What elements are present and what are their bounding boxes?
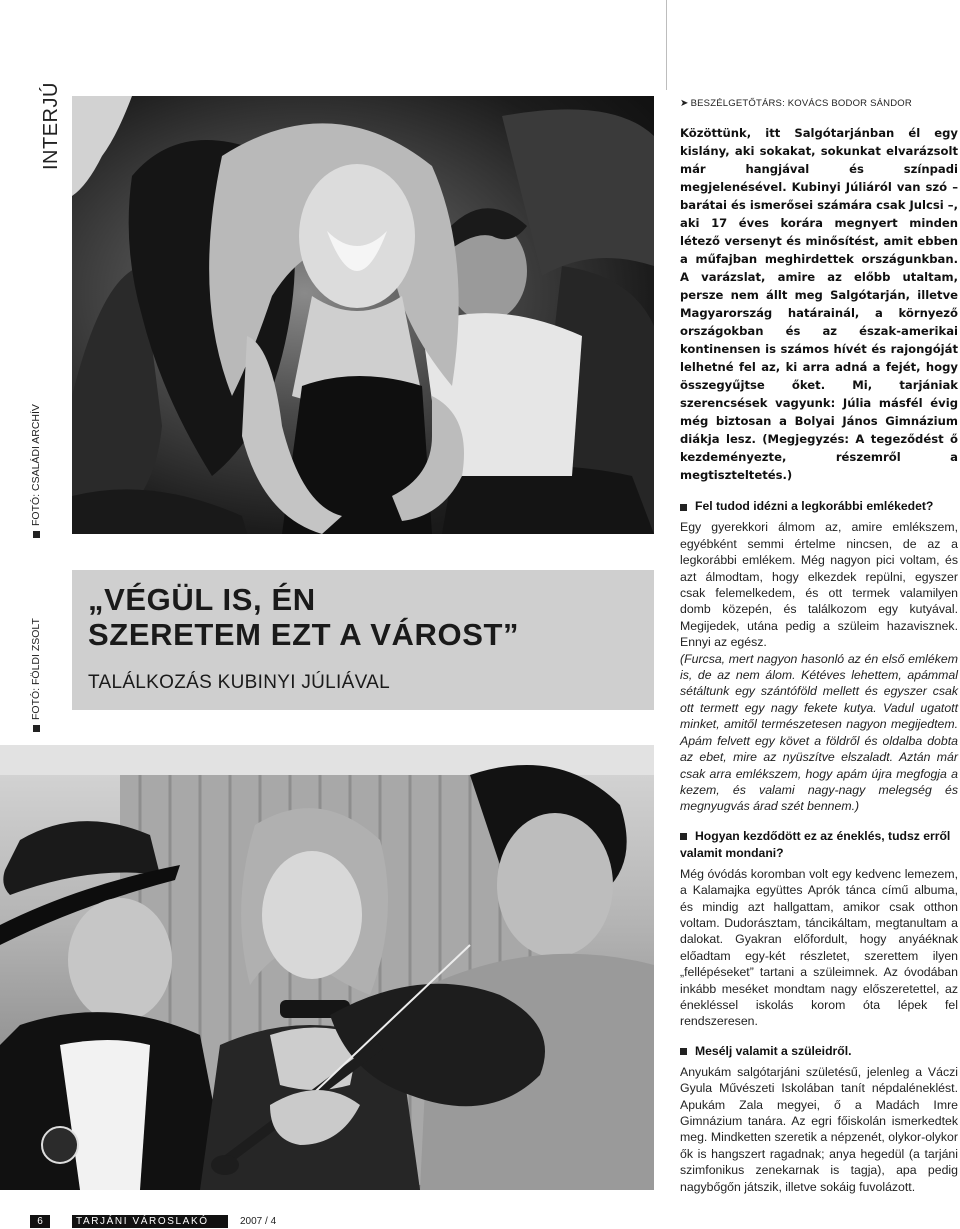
photo-top	[72, 96, 654, 534]
issue-number: 2007 / 4	[240, 1216, 277, 1227]
magazine-name: TARJÁNI VÁROSLAKÓ	[72, 1215, 228, 1228]
bullet-square-icon	[680, 833, 687, 840]
photo-bottom	[0, 745, 654, 1190]
page-footer	[0, 1210, 960, 1229]
question-2: Hogyan kezdődött ez az éneklés, tudsz erről valamit mondani?	[680, 828, 951, 860]
article-subtitle: TALÁLKOZÁS KUBINYI JÚLIÁVAL	[88, 672, 390, 693]
question-3: Mesélj valamit a szüleidről.	[680, 1043, 958, 1060]
article-lead: Közöttünk, itt Salgótarjánban él egy kislány, aki sokakat, sokunkat elvarázsolt már hangjával és színpadi megjelenésével. Kubinyi Júliáról van szó – barátai és ismerősei számára csak Julcsi –, aki 17 éves korára megnyert minden létező versenyt és minősítést, amit ebben a műfajban meghirdettek országunkban. A varázslat, amire az előbb utaltam, persze nem állt meg Salgótarján, illetve Magyarország határainál, a környező országokban és az észak-amerikai kontinensen is számos hívét és rajongóját lelhetné fel az, ki arra adná a fejét, hogy összegyűjtse őket. Mi, tarjániak szerencsések vagyunk: Júlia másfél évig még biztosan a Bolyai János Gimnázium diákja lesz. (Megjegyzés: A tegeződést ő kezdeményezte, részemről a megtiszteltetés.)	[680, 126, 958, 483]
chevron-right-icon: ➤	[680, 98, 689, 109]
photo-friends-in-car-icon	[72, 96, 654, 534]
bullet-square-icon	[680, 504, 687, 511]
interviewer-credit: ➤ BESZÉLGETŐTÁRS: KOVÁCS BODOR SÁNDOR	[680, 98, 912, 109]
answer-3: Anyukám salgótarjáni születésű, jelenleg a Váczi Gyula Művészeti Iskolában tanít népdaléneklést. Apukám Zala megyei, ő a Madách Imre Gimnázium tanára. Az egri főiskolán ismerkedtek meg. Mindketten szeretik a népzenét, olykor-olykor ők is hangszert ragadnak; anya hegedül (a tarjáni szimfonikus zenekarnak is tagja), apa pedig nagybőgőn játszik, illetve sokáig fuvolázott.	[680, 1064, 958, 1194]
title-box	[72, 570, 654, 710]
section-tag: INTERJÚ	[40, 82, 62, 170]
photo-credit-bottom: FOTÓ: FÖLDI ZSOLT	[30, 618, 42, 732]
article-text-column	[680, 96, 958, 1195]
photo-credit-top: FOTÓ: CSALÁDI ARCHÍV	[30, 404, 42, 538]
photo-folk-musicians-icon	[0, 745, 654, 1190]
answer-1: Egy gyerekkori álmom az, amire emlékszem, egyébként semmi értelme nincsen, de az a legkorábbi emlékem. Még nagyon pici voltam, és azt álmodtam, hogy elkezdek repülni, egyszer csak felemelkedem, és ott termek valamilyen domb közepén, és találkozom egy kutyával. Megijedek, utána pedig a szüleim hazavisznek. Ennyi az egész.	[680, 520, 958, 650]
answer-1-italic-note: (Furcsa, mert nagyon hasonló az én első emlékem is, de az nem álom. Kétéves lehettem, apámmal sétáltunk egy szántóföld mellett és egyszer csak ott termett egy nagy fekete kutya. Vadul ugatott minket, amitől természetesen nagyon megijedtem. Apám felvett egy követ a földről és oldalba dobta az ebet, mire az nyüszítve elszaladt. Aztán már csak arra emlékszem, hogy apám újra megfogja a kezem, és valami nagy-nagy melegség és megnyugvás árad szét bennem.)	[680, 651, 958, 814]
answer-2: Még óvódás koromban volt egy kedvenc lemezem, a Kalamajka együttes Aprók tánca című albuma, és mindig azt hallgattam, amikor csak otthon voltam. Dudorásztam, táncikáltam, megtanultam a dalokat. Gyakran előfordult, hogy anyáéknak előadtam egy-két részletet, szerettem ilyen „fellépéseket” tartani a szüleimnek. Az óvodában inkább meséket mondtam nagy előszeretettel, az énekléssel iskolás korom óta lépek fel rendszeresen.	[680, 866, 958, 1029]
bullet-square-icon	[680, 1048, 687, 1055]
article-title: „VÉGÜL IS, ÉN SZERETEM EZT A VÁROST”	[88, 582, 520, 652]
page-number: 6	[30, 1215, 50, 1228]
top-divider-line	[666, 0, 667, 90]
question-1: Fel tudod idézni a legkorábbi emlékedet?	[680, 498, 958, 515]
bullet-square-icon	[33, 531, 40, 538]
bullet-square-icon	[33, 725, 40, 732]
